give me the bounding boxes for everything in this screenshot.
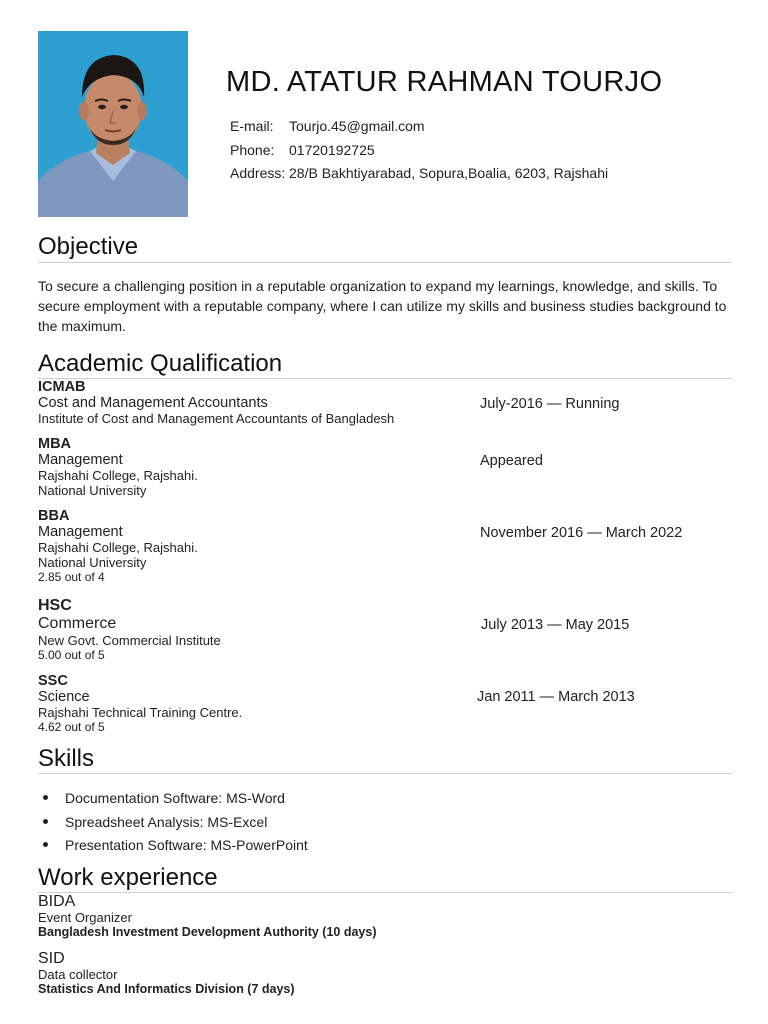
degree-date: Appeared [480,453,543,469]
work-department: Bangladesh Investment Development Authority (10 days) [38,925,377,939]
phone-value: 01720192725 [289,141,375,158]
contact-row-email [230,118,608,142]
address-value: 28/B Bakhtiyarabad, Sopura,Boalia, 6203, Rajshahi [289,165,609,181]
work-item-sid [38,950,295,997]
education-item-mba [38,436,732,498]
degree-date: July 2013 — May 2015 [481,617,630,633]
degree-field: Commerce [38,615,117,632]
degree-field: Cost and Management Accountants [38,395,268,411]
section-divider [38,262,732,263]
work-org: SID [38,950,65,967]
education-item-hsc [38,596,732,662]
university: National University [38,483,147,498]
skill-text: Documentation Software: MS-Word [65,790,285,806]
section-divider [38,773,732,774]
degree-date: July-2016 — Running [480,396,620,412]
education-item-bba [38,508,732,584]
address-label: Address: [230,165,286,181]
work-role: Data collector [38,967,118,982]
work-item-bida [38,893,377,940]
result: 4.62 out of 5 [38,720,105,734]
email-value: Tourjo.45@gmail.com [289,118,425,134]
degree-date: November 2016 — March 2022 [480,525,683,541]
institution: Rajshahi Technical Training Centre. [38,705,243,720]
skill-text: Spreadsheet Analysis: MS-Excel [65,813,268,830]
contact-details [230,118,608,189]
email-label: E-mail: [230,118,274,134]
phone-label: Phone: [230,141,275,158]
list-item [38,835,308,859]
degree-abbr: MBA [38,436,72,452]
work-department: Statistics And Informatics Division (7 days) [38,982,295,996]
work-role: Event Organizer [38,910,132,925]
university: National University [38,555,147,570]
bullet-icon [43,842,48,847]
degree-abbr: ICMAB [38,379,86,395]
contact-row-address [230,165,608,189]
portrait-illustration [38,31,188,217]
institution: Rajshahi College, Rajshahi. [38,540,198,555]
institution: New Govt. Commercial Institute [38,633,221,648]
result: 2.85 out of 4 [38,570,105,584]
degree-abbr: SSC [38,673,68,689]
degree-abbr: BBA [38,508,70,524]
education-item-ssc [38,673,732,734]
degree-field: Management [38,524,123,540]
institution: Rajshahi College, Rajshahi. [38,468,198,483]
degree-field: Management [38,452,123,468]
bullet-icon [43,795,48,800]
objective-text: To secure a challenging position in a reputable organization to expand my learnings, knowledge, and skills. To secure employment with a reputable company, where I can utilize my skills and business studies background to the maximum. [38,278,727,334]
degree-date: Jan 2011 — March 2013 [477,689,635,705]
education-item-icmab [38,379,732,426]
degree-abbr: HSC [38,597,72,614]
work-org: BIDA [38,893,76,910]
list-item [38,812,308,836]
candidate-name: MD. ATATUR RAHMAN TOURJO [226,66,663,98]
work-heading: Work experience [38,864,218,891]
degree-field: Science [38,689,90,705]
objective-heading: Objective [38,233,139,260]
contact-row-phone [230,142,608,166]
profile-photo [38,31,188,217]
academic-heading: Academic Qualification [38,350,283,377]
skills-list [38,788,308,859]
institution: Institute of Cost and Management Accountants of Bangladesh [38,411,395,426]
skill-text: Presentation Software: MS-PowerPoint [65,837,308,853]
result: 5.00 out of 5 [38,648,105,662]
skills-heading: Skills [38,745,95,772]
bullet-icon [43,819,48,824]
list-item [38,788,308,812]
